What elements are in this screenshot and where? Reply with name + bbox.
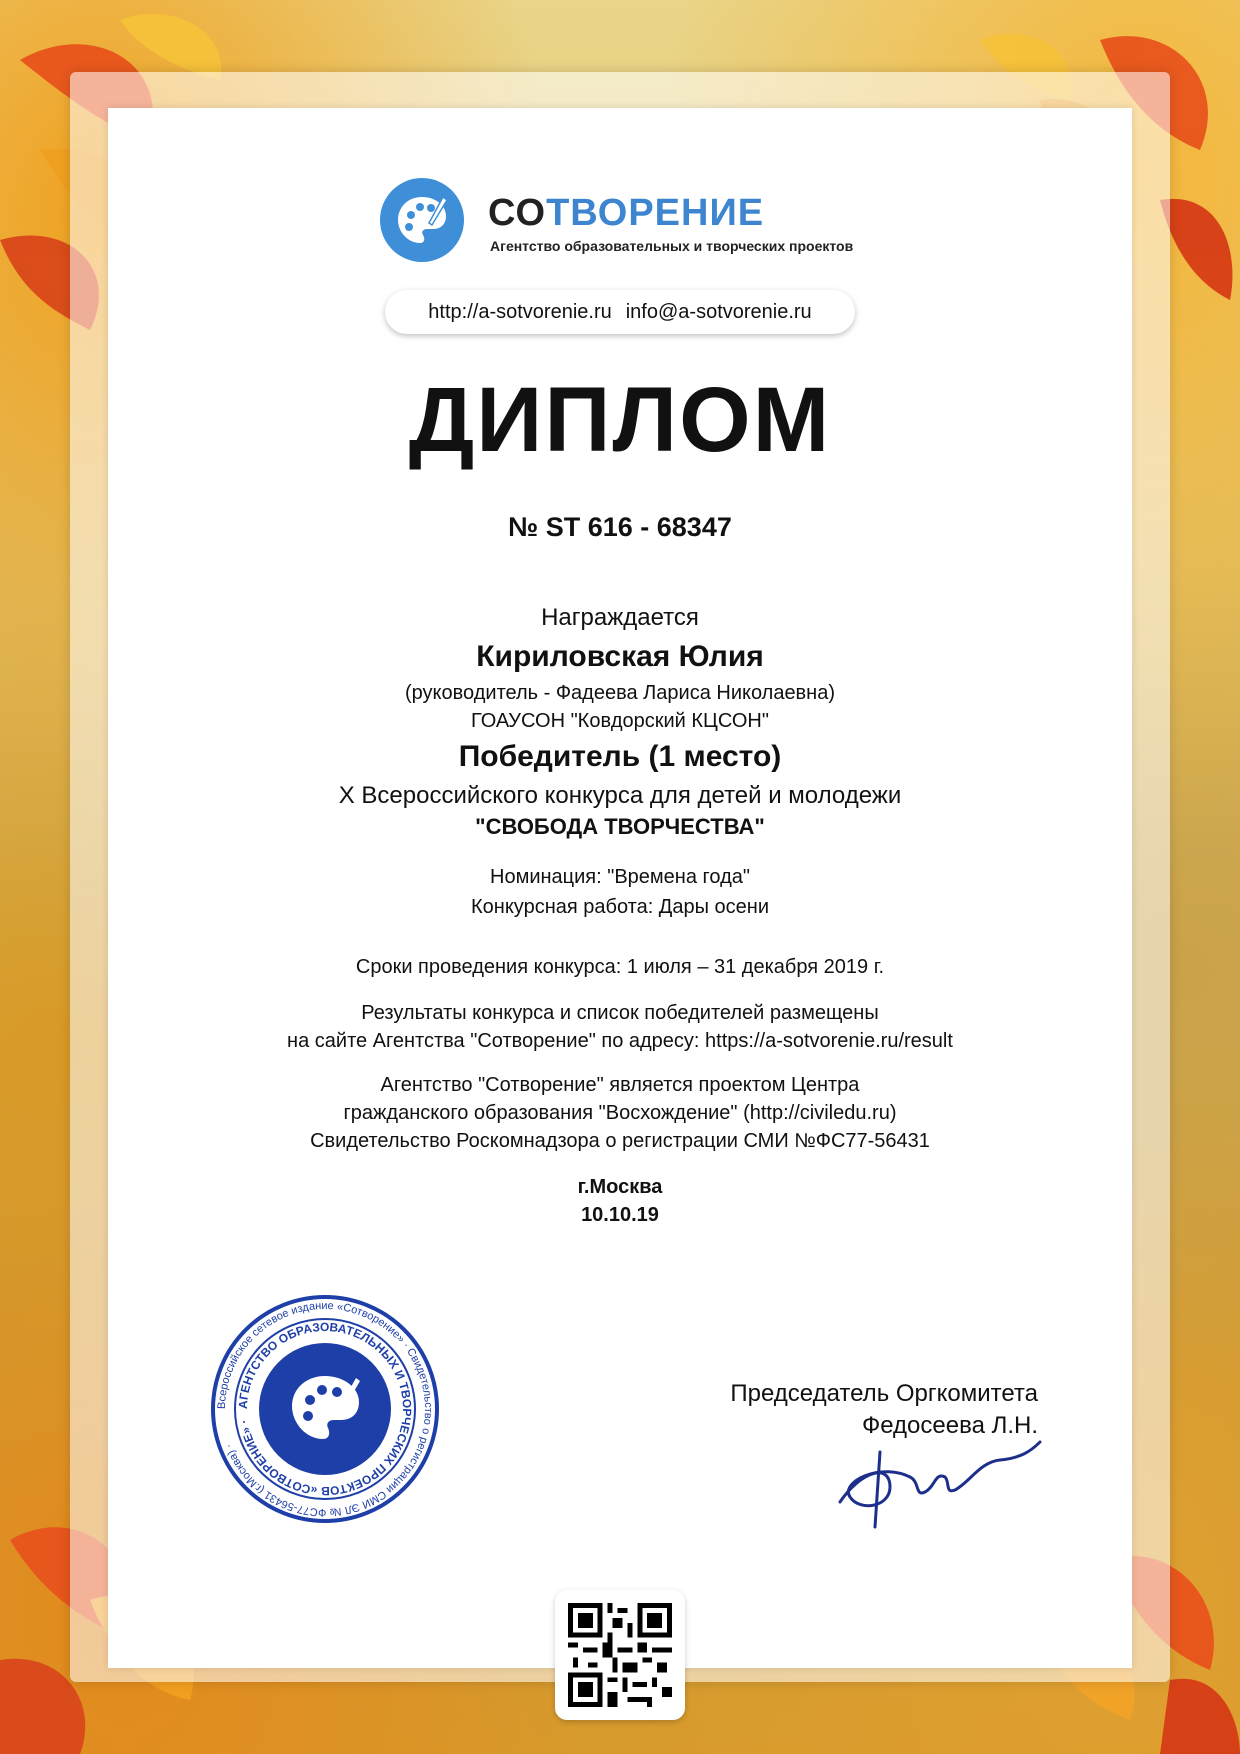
diploma-number: № ST 616 - 68347 [508,512,732,542]
diploma-title: ДИПЛОМ [408,369,832,471]
results-line-2: на сайте Агентства "Сотворение" по адресу: https://a-sotvorenie.ru/result [287,1030,953,1052]
email-link[interactable]: info@a-sotvorenie.ru [625,300,812,323]
contact-links [385,290,855,334]
stamp-outer-text: Всероссийское сетевое издание «Сотворение» · Свидетельство о регистрации СМИ ЭЛ № ФС77-56431 (г.Москва) · [215,1299,435,1519]
site-link[interactable]: http://a-sotvorenie.ru [428,300,612,323]
qr-code[interactable] [555,1590,685,1720]
issue-date: 10.10.19 [581,1204,659,1226]
logo-title [488,192,764,235]
logo-title-dark: СО [488,192,547,234]
place: Победитель (1 место) [458,740,782,773]
organization: ГОАУСОН "Ковдорский КЦСОН" [471,710,769,732]
supervisor: (руководитель - Фадеева Лариса Николаевна) [404,682,836,704]
agency-line-2: гражданского образования "Восхождение" (http://civiledu.ru) [343,1102,897,1124]
logo-subtitle: Агентство образовательных и творческих проектов [490,238,854,254]
chair-role: Председатель Оргкомитета [730,1380,1038,1407]
agency-logo [380,178,900,268]
recipient-name: Кириловская Юлия [476,640,764,673]
contest-line: X Всероссийского конкурса для детей и молодежи [338,782,902,809]
chair-name: Федосеева Л.Н. [861,1412,1038,1439]
contest-dates: Сроки проведения конкурса: 1 июля – 31 декабря 2019 г. [355,956,885,978]
work-title: Конкурсная работа: Дары осени [471,896,769,918]
results-line-1: Результаты конкурса и список победителей размещены [361,1002,879,1024]
stamp-seal [210,1294,440,1524]
awarded-label: Награждается [541,604,699,631]
contest-name: "СВОБОДА ТВОРЧЕСТВА" [475,814,765,839]
palette-icon [380,178,464,262]
signature-mark [820,1432,1050,1532]
logo-title-accent: ТВОРЕНИЕ [546,192,765,234]
stamp-inner-text: АГЕНТСТВО ОБРАЗОВАТЕЛЬНЫХ И ТВОРЧЕСКИХ ПРОЕКТОВ «СОТВОРЕНИЕ» · [235,1319,415,1499]
agency-line-3: Свидетельство Роскомнадзора о регистрации СМИ №ФС77-56431 [310,1130,930,1152]
city: г.Москва [577,1176,663,1198]
agency-line-1: Агентство "Сотворение" является проектом Центра [380,1074,860,1096]
nomination: Номинация: "Времена года" [490,866,750,888]
